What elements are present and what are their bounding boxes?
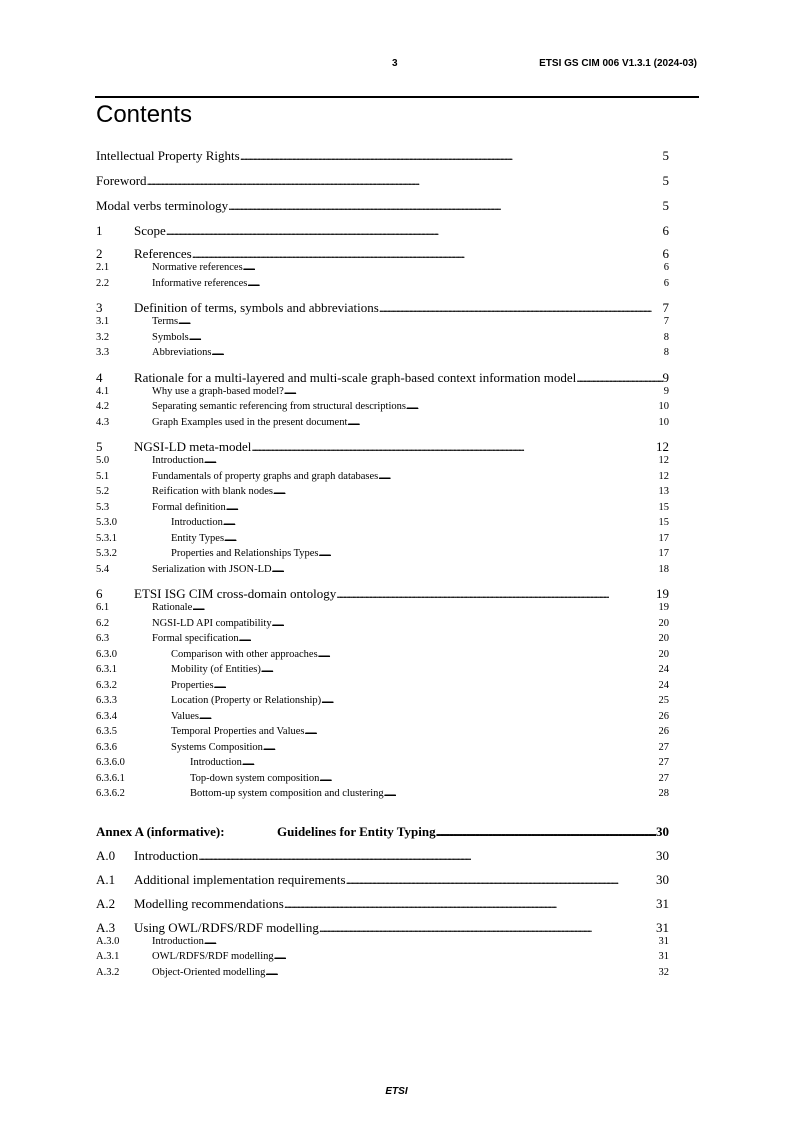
toc-entry-page: 6	[663, 277, 669, 289]
toc-entry-title: Formal specification	[152, 633, 239, 644]
toc-entry-title: Separating semantic referencing from structural descriptions	[152, 401, 406, 412]
toc-entry-number: 3.2	[96, 331, 110, 343]
toc-entry-number: 4.2	[96, 401, 110, 412]
toc-entry-title: Entity Types	[171, 532, 225, 544]
toc-dot-leader	[223, 517, 659, 528]
toc-entry-page: 12	[656, 439, 669, 454]
toc-entry-number: 6.3.6	[96, 741, 117, 753]
toc-entry-page: 5	[662, 173, 669, 188]
toc-dot-leader	[204, 455, 659, 466]
toc-entry[interactable]	[96, 417, 669, 433]
toc-entry[interactable]	[96, 332, 669, 348]
toc-entry-title: Additional implementation requirements	[134, 871, 346, 887]
toc-entry-page: 8	[663, 347, 669, 358]
toc-entry-page: 9	[663, 385, 669, 397]
toc-entry-title: Modal verbs terminology	[96, 198, 229, 213]
toc-entry[interactable]	[96, 455, 669, 471]
toc-entry[interactable]	[96, 439, 669, 455]
toc-entry-title: Definition of terms, symbols and abbreviations	[134, 300, 379, 315]
toc-entry-number: 4.1	[96, 385, 110, 397]
toc-entry-number: A.3.1	[96, 951, 120, 962]
toc-entry-title: Introduction	[134, 847, 199, 863]
toc-entry[interactable]	[96, 951, 669, 967]
toc-entry[interactable]	[96, 471, 669, 487]
toc-entry-number: 1	[96, 223, 103, 238]
toc-dot-leader	[199, 711, 659, 722]
toc-entry-number: 6.3.0	[96, 648, 117, 660]
toc-entry-number: 6.3.2	[96, 679, 117, 691]
toc-dot-leader	[265, 967, 658, 978]
toc-entry-page: 25	[658, 695, 669, 706]
toc-entry-title: Foreword	[96, 173, 147, 188]
toc-entry-title: Serialization with JSON-LD	[152, 563, 272, 575]
toc-entry[interactable]	[96, 300, 669, 316]
toc-entry[interactable]	[96, 548, 669, 564]
toc-dot-leader	[198, 848, 656, 864]
toc-entry-number: A.2	[96, 895, 116, 911]
toc-dot-leader	[274, 951, 659, 962]
toc-entry-title: Comparison with other approaches	[171, 648, 318, 660]
toc-dot-leader	[214, 680, 659, 691]
toc-entry-number: 5.2	[96, 486, 110, 497]
toc-entry-title: Temporal Properties and Values	[171, 726, 305, 737]
toc-entry-number: 5.3.1	[96, 532, 117, 544]
toc-entry[interactable]	[96, 401, 669, 417]
toc-entry-title: Why use a graph-based model?	[152, 385, 284, 397]
toc-entry-page: 5	[662, 198, 669, 213]
toc-dot-leader	[378, 471, 658, 482]
toc-entry-page: 9	[662, 369, 669, 385]
toc-entry-title: Values	[171, 710, 199, 722]
toc-entry-title: Graph Examples used in the present document	[152, 416, 348, 428]
toc-dot-leader	[272, 564, 659, 575]
toc-entry[interactable]	[96, 872, 669, 888]
toc-entry-number: 6.2	[96, 617, 110, 629]
toc-entry-number: 5.0	[96, 455, 110, 466]
toc-entry-page: 27	[658, 757, 669, 768]
toc-dot-leader	[436, 824, 656, 840]
toc-entry-title: Properties	[171, 679, 214, 691]
toc-dot-leader	[406, 401, 659, 412]
toc-entry-number: 6	[96, 586, 103, 601]
toc-entry-title: Modelling recommendations	[134, 895, 284, 911]
toc-entry-title: Introduction	[152, 935, 204, 947]
toc-entry-title: Scope	[134, 223, 166, 238]
toc-entry-title: Using OWL/RDFS/RDF modelling	[134, 919, 319, 935]
toc-entry-page: 20	[658, 617, 669, 629]
toc-entry-number: 5.3.0	[96, 517, 117, 528]
toc-dot-leader	[242, 757, 659, 768]
toc-entry-title: Bottom-up system composition and clustering	[190, 788, 384, 799]
toc-entry[interactable]	[96, 173, 669, 198]
toc-entry[interactable]	[96, 896, 669, 912]
toc-entry-page: 27	[658, 772, 669, 784]
toc-dot-leader	[336, 586, 656, 602]
toc-entry[interactable]	[96, 633, 669, 649]
toc-dot-leader	[284, 896, 656, 912]
header-rule	[95, 96, 699, 98]
toc-entry-number: 6.3.4	[96, 710, 117, 722]
toc-entry-page: 27	[658, 741, 669, 753]
toc-entry-title: Introduction	[171, 517, 223, 528]
toc-entry-title: Introduction	[152, 455, 204, 466]
toc-entry-number: A.0	[96, 847, 116, 863]
toc-dot-leader	[166, 223, 663, 239]
toc-entry-number: 5.3	[96, 501, 110, 513]
toc-entry-page: 12	[658, 470, 669, 482]
toc-entry[interactable]	[96, 757, 669, 773]
toc-entry[interactable]	[96, 586, 669, 602]
toc-dot-leader	[272, 618, 659, 629]
toc-entry-number: 5	[96, 439, 103, 454]
toc-entry-page: 26	[658, 726, 669, 737]
toc-entry-page: 20	[658, 633, 669, 644]
toc-entry-number: 4	[96, 369, 103, 385]
toc-entry-page: 15	[658, 501, 669, 513]
toc-entry-number: 3	[96, 300, 103, 315]
toc-entry-title: Fundamentals of property graphs and graph databases	[152, 470, 379, 482]
toc-entry[interactable]	[96, 788, 669, 804]
toc-entry-title: NGSI-LD API compatibility	[152, 617, 272, 629]
footer-etsi: ETSI	[385, 1086, 408, 1097]
toc-entry-title: NGSI-LD meta-model	[134, 439, 252, 454]
toc-entry-page: 17	[658, 548, 669, 559]
toc-entry-title: Systems Composition	[171, 741, 263, 753]
header-document-id: ETSI GS CIM 006 V1.3.1 (2024-03)	[539, 58, 697, 69]
toc-entry-page: 19	[658, 602, 669, 613]
toc-dot-leader	[576, 370, 662, 386]
toc-entry[interactable]	[96, 223, 669, 239]
toc-dot-leader	[319, 548, 659, 559]
toc-entry-number: 2	[96, 246, 103, 261]
toc-entry-number: 6.3.6.0	[96, 757, 125, 768]
toc-entry-title: Normative references	[152, 262, 243, 273]
toc-dot-leader	[189, 332, 664, 343]
toc-entry-title: Introduction	[190, 757, 242, 768]
header-page-number: 3	[392, 58, 398, 69]
toc-entry[interactable]	[96, 618, 669, 634]
toc-entry-number: A.3.0	[96, 935, 120, 947]
toc-dot-leader	[319, 773, 658, 784]
toc-entry[interactable]	[96, 486, 669, 502]
toc-entry-number: 6.3.6.2	[96, 788, 125, 799]
toc-entry-page: 31	[658, 935, 669, 947]
toc-entry-page: 7	[663, 316, 669, 327]
toc-entry-number: 4.3	[96, 416, 110, 428]
toc-entry-number: 5.4	[96, 563, 110, 575]
toc-entry-page: 30	[656, 823, 669, 839]
toc-entry-title: Reification with blank nodes	[152, 486, 274, 497]
toc-entry[interactable]	[96, 517, 669, 533]
toc-entry-page: 10	[658, 416, 669, 428]
toc-entry[interactable]	[96, 680, 669, 696]
toc-entry-page: 26	[658, 710, 669, 722]
toc-entry-number: 3.3	[96, 347, 110, 358]
toc-entry[interactable]	[96, 936, 669, 952]
toc-dot-leader	[319, 920, 656, 936]
toc-entry-title: Rationale	[152, 602, 193, 613]
toc-dot-leader	[284, 386, 664, 397]
toc-entry-page: 7	[662, 300, 669, 315]
toc-entry-title: Top-down system composition	[190, 772, 320, 784]
toc-entry-number: 6.3.1	[96, 664, 117, 675]
toc-entry-title: Rationale for a multi-layered and multi-scale graph-based context information model	[134, 369, 577, 385]
toc-entry-number: 3.1	[96, 316, 110, 327]
toc-entry-page: 19	[656, 586, 669, 601]
toc-dot-leader	[321, 695, 658, 706]
toc-entry-number: A.1	[96, 871, 116, 887]
toc-entry-number: A.3	[96, 919, 116, 935]
toc-entry-page: 20	[658, 648, 669, 660]
toc-entry[interactable]	[96, 262, 669, 278]
toc-entry-page: 18	[658, 563, 669, 575]
toc-entry-title: Location (Property or Relationship)	[171, 695, 322, 706]
toc-entry-title: Mobility (of Entities)	[171, 664, 261, 675]
toc-entry[interactable]	[96, 386, 669, 402]
toc-entry[interactable]	[96, 726, 669, 742]
toc-entry-page: 10	[658, 401, 669, 412]
table-of-contents	[96, 148, 669, 982]
toc-entry[interactable]	[96, 920, 669, 936]
toc-dot-leader	[318, 649, 659, 660]
toc-entry-page: 24	[658, 679, 669, 691]
toc-entry-page: 28	[658, 788, 669, 799]
toc-entry-page: 30	[656, 871, 669, 887]
toc-entry-number: 6.3.6.1	[96, 772, 125, 784]
toc-entry[interactable]	[96, 824, 669, 840]
toc-dot-leader	[251, 439, 656, 455]
toc-entry-title: References	[134, 246, 192, 261]
toc-entry-page: 8	[663, 331, 669, 343]
toc-entry-page: 31	[656, 919, 669, 935]
toc-entry-page: 5	[662, 148, 669, 163]
toc-entry-page: 6	[662, 223, 669, 238]
toc-dot-leader	[226, 502, 659, 513]
toc-entry-title: Properties and Relationships Types	[171, 548, 319, 559]
toc-entry[interactable]	[96, 711, 669, 727]
toc-entry[interactable]	[96, 564, 669, 580]
toc-dot-leader	[305, 726, 659, 737]
toc-entry-page: 6	[662, 246, 669, 261]
toc-entry-title: ETSI ISG CIM cross-domain ontology	[134, 586, 337, 601]
toc-entry[interactable]	[96, 967, 669, 983]
toc-dot-leader	[192, 246, 663, 262]
toc-entry-title: Guidelines for Entity Typing	[277, 823, 436, 839]
toc-entry-page: 32	[658, 966, 669, 978]
toc-entry[interactable]	[96, 848, 669, 864]
toc-entry-number: 6.3	[96, 633, 110, 644]
toc-entry-title: Intellectual Property Rights	[96, 148, 240, 163]
page-title: Contents	[96, 101, 193, 128]
toc-entry[interactable]	[96, 370, 669, 386]
toc-dot-leader	[273, 486, 658, 497]
toc-entry-page: 12	[658, 455, 669, 466]
toc-entry-number: 2.2	[96, 277, 110, 289]
toc-entry[interactable]	[96, 649, 669, 665]
toc-entry-title: Symbols	[152, 331, 189, 343]
toc-dot-leader	[346, 872, 656, 888]
toc-entry-title: Formal definition	[152, 501, 226, 513]
toc-entry-title: Object-Oriented modelling	[152, 966, 266, 978]
toc-dot-leader	[224, 533, 658, 544]
toc-entry-title: Informative references	[152, 277, 248, 289]
toc-entry-page: 31	[658, 951, 669, 962]
toc-dot-leader	[263, 742, 659, 753]
toc-dot-leader	[204, 936, 659, 947]
toc-entry-number: A.3.2	[96, 966, 120, 978]
toc-entry[interactable]	[96, 198, 669, 223]
toc-dot-leader	[240, 148, 663, 164]
toc-entry-number: 5.1	[96, 470, 110, 482]
toc-dot-leader	[212, 347, 664, 358]
toc-entry-number: 6.3.5	[96, 726, 117, 737]
toc-dot-leader	[243, 262, 664, 273]
toc-entry[interactable]	[96, 602, 669, 618]
toc-dot-leader	[178, 316, 664, 327]
toc-entry[interactable]	[96, 246, 669, 262]
toc-dot-leader	[147, 173, 663, 189]
toc-entry[interactable]	[96, 773, 669, 789]
toc-entry[interactable]	[96, 148, 669, 173]
toc-entry[interactable]	[96, 664, 669, 680]
toc-entry-title: Terms	[152, 316, 179, 327]
toc-dot-leader	[384, 788, 659, 799]
toc-entry[interactable]	[96, 278, 669, 294]
toc-entry-number: 5.3.2	[96, 548, 117, 559]
toc-entry[interactable]	[96, 695, 669, 711]
toc-entry-page: 31	[656, 895, 669, 911]
toc-entry-page: 6	[663, 262, 669, 273]
toc-entry-number: 6.3.3	[96, 695, 117, 706]
toc-entry-page: 17	[658, 532, 669, 544]
toc-entry-page: 30	[656, 847, 669, 863]
toc-dot-leader	[261, 664, 659, 675]
toc-entry-title: Abbreviations	[152, 347, 212, 358]
toc-entry-title: OWL/RDFS/RDF modelling	[152, 951, 274, 962]
toc-dot-leader	[239, 633, 659, 644]
toc-dot-leader	[379, 300, 663, 316]
toc-entry[interactable]	[96, 533, 669, 549]
toc-dot-leader	[192, 602, 658, 613]
toc-entry-page: 13	[658, 486, 669, 497]
toc-dot-leader	[228, 198, 662, 214]
toc-entry-number: Annex A (informative):	[96, 823, 225, 839]
toc-entry[interactable]	[96, 316, 669, 332]
toc-dot-leader	[247, 278, 663, 289]
toc-entry[interactable]	[96, 502, 669, 518]
toc-entry-page: 15	[658, 517, 669, 528]
toc-entry-number: 2.1	[96, 262, 110, 273]
toc-entry-page: 24	[658, 664, 669, 675]
toc-entry[interactable]	[96, 742, 669, 758]
toc-dot-leader	[347, 417, 658, 428]
toc-entry[interactable]	[96, 347, 669, 363]
toc-entry-number: 6.1	[96, 602, 110, 613]
